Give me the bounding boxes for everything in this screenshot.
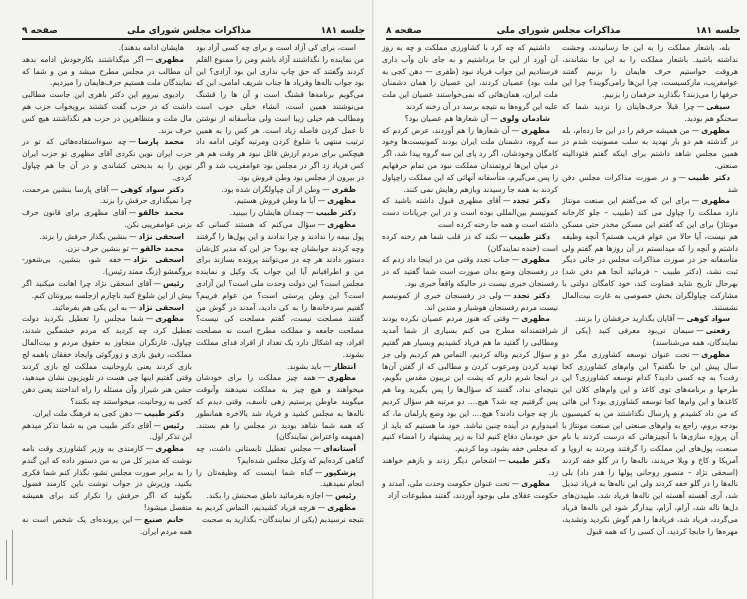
speaker-dash: — (145, 314, 154, 324)
transcript-paragraph (196, 207, 364, 219)
speaker-dash: — (123, 255, 132, 265)
speech-text: به این یکی هم بفرمائید. (52, 302, 127, 312)
speaker-dash: — (128, 137, 137, 147)
speaker-dash: — (695, 326, 704, 336)
transcript-paragraph (562, 313, 738, 325)
speech-text: سیمان تی‌بود معرفی کنید (یکی از نمایندگان، همه می‌شناسند) (562, 326, 738, 347)
speaker-dash: — (511, 479, 520, 489)
speaker-name: مظهری (521, 314, 550, 324)
speech-text: وقتی که هنوز مردم عصیان نکرده بودند شرافتمندانه مطرح می کنم بسیاری از شما آمدید ومطالبی را گفتید ما هم فریاد کشیدیم وبسیار هم گفتیم و سؤال کردیم وناله کردیم، التماس هم کردیم ولی جز تهدید کردن ومرعوب کردن و مطالبی که از گفتن آن‌ها در اینجا شرم دارم که پشت این تریبون مقدس بگویم، نتیجه‌ای نداد، گفتند که سؤال‌ها را پس بگیرید وما هم پس گرفتیم چه شد؟ هیچ.... دو مرتبه هم سؤال کردیم باز چه جواب دادند؟ هیچ.... این بود وضع پارلمان ما، که امیدوارم در آینده چنین نباشد. خود ما هستیم که باید از حق خودمان دفاع کنیم لذا به زیر پیشنهاد را امضاء کنیم که مجلس خفه بشود، وما کردیم. (382, 314, 558, 454)
speaker-name: اسحقی نژاد (133, 255, 184, 265)
speaker-dash: — (128, 208, 137, 218)
speech-text: ولی در رفسنجان خبری از کمونیسم نیست مردم رفسنجان هوشیار و متدین اند. (382, 290, 558, 312)
left-page (0, 0, 373, 599)
speech-text: مجلس تعطیل تابستانی داشت، چه گناهی کرده‌ایم که وکیل مجلس شده‌ایم؟ (196, 444, 364, 465)
transcript-paragraph (196, 467, 364, 491)
transcript-paragraph (196, 42, 364, 184)
speech-text: اگر میگذاشتند بکارخودش ادامه بدهد آن مطالب در مجلس مطرح میشد و من و شما که نمایندگان ملت هستیم حرف‌هایمان را میزدیم. (22, 54, 192, 88)
speaker-name: رئیس (162, 420, 184, 430)
speech-text: کارمندی به وزیر کشاورزی وقت نامه نوشت که مدیر کل من به من دستور داده که این گندم را به برابر صورت مجلس نشو، نگذار کنم شما فکری بکنید، وزیرش در جواب نوشت باین کارمند فضول بگوئید که اگر حرفش را تکرار کند برای همیشه منفصل میشود! (22, 444, 192, 513)
speech-text: گناه شما اینست که وظیفه‌تان را انجام نمیدهید. (196, 467, 364, 489)
transcript-paragraph (382, 478, 558, 502)
speaker-name: رئیس (162, 278, 184, 288)
speech-text: نکند که در قلب شما هم رخنه کرده است (خنده نمایندگان) (382, 231, 558, 253)
speech-text: هرچه فریاد کشیدیم، التماس کردیم به نتیجه نرسیدیم (یکی از نمایندگان– بگذارید به صحبت (196, 503, 364, 524)
speaker-name: مظهری (521, 125, 550, 135)
speech-text: آقای مظهری برای قانون حرف بزنی عوامفریبی نکن. (22, 208, 192, 229)
transcript-paragraph (562, 349, 738, 538)
publication-title: مذاکرات مجلس شورای ملی (496, 26, 621, 36)
speech-text: چه سوءاستفاده‌هائی که تو در حزب ایران نوین نکردی آقای مظهری تو حزب ایران نوین را به بدبختی کشاندی و در آن جا هم چپاول کردی. (22, 137, 192, 182)
speech-text: من همیشه حرفم را در این جا زده‌ام، بله در گذشته هم دو بار تهدید به سلب مصونیت شدم در همین مجلس شاهد داشتم برای اینکه گفتم فئودالیته صنعتی. (562, 125, 738, 170)
speaker-dash: — (678, 172, 686, 182)
speech-text: اجازه بفرمائید ناطق صحبتش را بکند. (206, 491, 324, 501)
transcript-paragraph (196, 195, 364, 207)
transcript-paragraph (196, 502, 364, 526)
transcript-paragraph (22, 408, 192, 420)
speaker-dash: — (511, 314, 520, 324)
transcript-paragraph (382, 290, 558, 314)
scan-mark (6, 540, 7, 580)
transcript-paragraph (196, 184, 364, 196)
speaker-dash: — (313, 444, 321, 454)
speaker-name: اسحقی نژاد (138, 302, 184, 312)
transcript-paragraph (22, 89, 192, 136)
transcript-paragraph (382, 231, 558, 255)
speaker-name: مظهری (701, 125, 730, 135)
speech-text: این پرونده‌ای یک شخص است نه همه مردم ایران. (22, 514, 192, 536)
text-column-left (22, 42, 192, 537)
speech-text: آقای مظهری قبول داشته باشید که کمونیسم بین‌المللی بوده است و در این جریانات دست داشته است و همه جا رخنه کرده است (382, 196, 558, 229)
transcript-paragraph (562, 125, 738, 172)
speaker-dash: — (490, 113, 498, 123)
speaker-name: دکتر طبیب (509, 231, 551, 241)
speech-text: رادیوی نیروم این دکتر باهری این جاست مطالبی داشت که در حزب گفت کشتند برویخواب حزب هم مال ملت و متظاهرین در حزب هم نگذاشتند هیچ کس حرف بزند. (22, 90, 192, 135)
speaker-dash: — (153, 420, 161, 430)
session-number: جلسه ۱۸۱ (695, 26, 740, 36)
speech-text: برای این که می‌گفتم این صنعت مونتاژ دارد مملکت را چپاول می کند (طبیب – جلو کارخانه مونتاژ) برای این که گفتم این مسکن مخدر حتی مسکن هم نیست، آیا حالا من عوام فریب هستم؟ آنچه وظیفه داشتم و آنچه را که میدانستم در آن روزها هم گفتم ولی متأسفانه جز در صورت مذاکرات مجلس در جائی دیگر ثبت نشد، (دکتر طبیب – فرمائید آنجا هم دفن شد) بهرحال تاریخ شاید قضاوت کند، خود کامگان دولتی با مشارکت چپاولگران بخش خصوصی به غارت بیت‌المال نشستند. (562, 196, 738, 312)
speaker-name: آستانه‌ای (322, 444, 356, 454)
page-number: صفحه ۸ (386, 26, 422, 36)
transcript-paragraph (382, 125, 558, 196)
speaker-dash: — (696, 101, 705, 111)
speaker-dash: — (153, 278, 161, 288)
transcript-paragraph (196, 443, 364, 467)
speaker-dash: — (499, 231, 508, 241)
speaker-dash: — (134, 408, 142, 418)
speaker-dash: — (322, 184, 330, 194)
speaker-dash: — (325, 491, 333, 501)
speaker-name: اسحقی نژاد (138, 231, 184, 241)
page-number: صفحه ۹ (22, 26, 58, 36)
speaker-name: دکتر طبیب (687, 172, 731, 182)
speech-text: باید بشوند. (286, 361, 322, 371)
speaker-name: محمد پارسا (138, 137, 184, 147)
speech-text: شما مجلس را تعطیل نکردید دولت تعطیل کرد، چه کردید که مردم خشمگین شدند، چپاول، غارتگران متجاوز به حقوق مردم و بیت‌المال مملکت، رفیق بازی و زورگوئی وایجاد خفقان باهمه لج بازی کردند یعنی باروحانیت مملکت لج بازی کردند وقتی گفتیم اینها چی هست در تلویزیون نشان میدهید، جشن هنر شیراز وآن مسئله را راه انداختند یعنی دهن کجی به روحانیت، میخواستند چه بکنند؟ (22, 314, 192, 406)
speech-text: داشتیم که چه کرد با کشاورزی مملکت و چه به روز آن آورد از این جا برداشتیم و به جای نان وآب داری فرستادیم این جواب فریاد نبود (ظفری — دهن کجی به ملت بود) عصیان کردند، این عصیان را همان دشمنان ملت ایران، همان‌هائی که نمی‌خواستند عصیان این ملت علیه این گروه‌ها به نتیجه برسد در آن رخنه کردند (382, 43, 558, 111)
transcript-paragraph (22, 313, 192, 407)
speech-text: خفه شو، بنشین، بی‌شعور- بروگمشو (زنگ ممتد رئیس). (22, 255, 192, 277)
speech-text: و در صورت مذاکرات مجلس دفن شد (562, 172, 738, 194)
speaker-name: دکتر طبیب (508, 455, 551, 465)
speaker-dash: — (110, 184, 119, 194)
speaker-dash: — (691, 125, 700, 135)
speaker-name: سواد کوهی (686, 314, 730, 324)
transcript-paragraph (382, 42, 558, 113)
speaker-name: مظهری (155, 314, 184, 324)
speaker-dash: — (511, 255, 520, 265)
text-column-left (382, 42, 558, 502)
transcript-paragraph (562, 325, 738, 349)
speech-text: هایشان ادامه بدهند). (118, 43, 184, 52)
speaker-name: مظهری (327, 503, 356, 513)
speaker-name: رفعتی (705, 326, 730, 336)
speaker-name: دکتر تجدد (513, 290, 550, 300)
speech-text: بنشین بگذار حرفش را بزند. (39, 231, 127, 241)
speech-text: بله، باشعار مملکت را به این جا رسانیدند، وحشت نداشته باشید. باشعار مملکت را به این جا نشاندند، هروقت خواستیم حرف هایمان را بزنیم گفتند عوامفریب، مارکسیست، چرا این‌ها رامی‌گویند؟ چرا این حرفها را می‌زنند؟ بگذارید حرفمان را بزنیم. (562, 43, 738, 100)
speaker-dash: — (128, 231, 137, 241)
speaker-name: مظهری (701, 196, 730, 206)
transcript-paragraph (562, 101, 738, 125)
page-header (22, 20, 365, 40)
transcript-paragraph (562, 172, 738, 196)
transcript-paragraph (196, 490, 364, 502)
speaker-name: رئیس (334, 491, 356, 501)
transcript-paragraph (22, 207, 192, 231)
transcript-paragraph (22, 278, 192, 302)
speaker-dash: — (314, 467, 323, 477)
speaker-name: مظهری (155, 444, 184, 454)
transcript-paragraph (382, 254, 558, 289)
speaker-name: سیفی (706, 101, 730, 111)
speech-text: آقای اسحقی نژاد چرا اهانت میکنید اگر بیش از این شلوغ کنید ناچارم ازجلسه بیرونتان کنم. (22, 278, 192, 300)
speaker-dash: — (498, 455, 507, 465)
transcript-paragraph (382, 455, 558, 479)
speaker-dash: — (134, 514, 142, 524)
speaker-dash: — (145, 54, 154, 64)
speech-text: است، برای کی آزاد است و برای چه کسی آزاد بود من نماینده را نگذاشتند آزاد باشم ومن را ممنوع القلم کردند وگفتند که حق چاپ نداری این بود آزادی؟ این بود جواب ناله‌ها وفریاد ها جناب شریف امامی، این که می‌گویم برنامه‌ها قشنگ است و آن ها را قشنگ می‌نوشتند همین است، انشاء خیلی خوب است ومطالب هم خیلی زیبا است ولی متأسفانه از نوشتن تا عمل کردن فاصله زیاد است. هر کس را به همین ترتیب منتهی با شلوغ کردن ومرتبه گوئی ادامه داد هیچکس برای مردم ارزش قائل نبود هر وقت هم هر کس فریاد زد اگر در مجلس بود عوامفریب شد و اگر در بیرون از مجلس بود وطن فروش بود. (196, 43, 364, 182)
speech-text: وطن از آن چپاولگران شده بود. (221, 184, 321, 194)
speech-text: جناب تجدد وقتی من در اینجا داد زدم که در رفسنجان وضع بدان صورت است شما گفتید که در رفسنجان خبری نیست در حالیکه واقعاً خبری بود. (382, 255, 558, 288)
speaker-dash: — (691, 349, 700, 359)
session-number: جلسه ۱۸۱ (320, 26, 365, 36)
speaker-dash: — (502, 196, 511, 206)
transcript-paragraph (562, 195, 738, 313)
transcript-paragraph (22, 184, 192, 208)
speaker-name: دکتر طبیب (315, 208, 356, 218)
transcript-paragraph (22, 243, 192, 255)
transcript-paragraph (22, 514, 192, 538)
speaker-dash: — (130, 243, 139, 253)
transcript-paragraph (382, 313, 558, 455)
speech-text: سؤال می‌کنم که هستند کسانی که پول بیمه را ندادند و چرا ندادند و این پول‌ها را گرفتند وچه کردند جوابشان چه بود؟ جز این که مدیر کل‌شان دستور دادند هر چه در می‌توانند پرونده بسازند برای من و اطرافیانم آیا این جواب یک وکیل و نماینده مجلس است؟ این دولت وحدت ملی است؟ این آزادی است؟ این وطن پرستی است؟ من عوام فریبم؟ گفتیم سردخانه‌ها را به کی دادید، آمدند در گوش من گفتند مصلحت نیست، گفتم مصلحت کی نیست؟ مصلحت جامعه و مملکت مطرح است نه مصلحت افراد، چه اشکال دارد یک تعداد از افراد فدای مملکت بشوند. (196, 219, 364, 359)
speech-text: تو بنشین حرف نزن. (65, 243, 129, 253)
speaker-dash: — (691, 196, 700, 206)
speaker-dash: — (306, 208, 314, 218)
speaker-name: محمد خالقو (140, 243, 184, 253)
right-page (374, 0, 747, 599)
speaker-name: دکتر تجدد (512, 196, 550, 206)
speech-text: همه چیز مملکت را برای خودشان میخواهند و هیچ چیز به مملکت نمیدهند وآنوقت میگویند ماوطن پرستیم زهی تأسف، وقتی دیدم که ناله‌ها به مجلس کشید و فریاد شد بالاخره همانطور که همه شما شاهد بودید در مجلس را هم بستند. (همهمه واعتراض نمایندگان) (196, 373, 364, 442)
speech-text: چمدان هایشان را ببینید. (229, 208, 305, 218)
speech-text: تحت عنوان حکومت وحدت ملی، آمدند و حکومت عقلای ملی بوجود آوردند، گفتند مطبوعات آزاد (382, 479, 558, 501)
speaker-name: محمد خالقو (138, 208, 184, 218)
transcript-paragraph (382, 113, 558, 125)
speaker-name: مظهری (701, 349, 730, 359)
speaker-name: شادمان ولوی (499, 113, 550, 123)
speech-text: آن شعارها را هم آوردند، عرض کردم که سه گروه، دشمنان ملت ایران بودند کمونیست‌ها وخود کامگان وخودشان، اگر رد پای این سه گروه پیدا شد، اگر در میان این‌ها ثروتمندان مملکت نبود من تمام حرفهایم را پس می‌گیرم، متأسفانه آنهائی که این مملکت راچپاول کردند به همه جا رسیدند وبازهم رهایش نمی کنند. (382, 125, 558, 194)
transcript-paragraph (22, 302, 192, 314)
speaker-name: انتظار (332, 361, 356, 371)
speaker-dash: — (503, 290, 512, 300)
speaker-dash: — (676, 314, 685, 324)
transcript-paragraph (22, 420, 192, 444)
transcript-paragraph (196, 219, 364, 361)
speaker-dash: — (317, 503, 326, 513)
speaker-dash: — (317, 373, 326, 383)
speaker-name: ظفری (331, 184, 356, 194)
scan-mark (12, 530, 13, 585)
speaker-name: دکتر طبیب (143, 408, 184, 418)
publication-title: مذاکرات مجلس شورای ملی (127, 26, 252, 36)
transcript-paragraph (562, 42, 738, 101)
speaker-dash: — (145, 444, 154, 454)
speaker-name: مظهری (327, 219, 356, 229)
transcript-paragraph (22, 136, 192, 183)
transcript-paragraph (22, 231, 192, 243)
speech-text: دهن کجی به فرهنگ ملت ایران. (32, 408, 133, 418)
speaker-name: خانم صنیع (143, 514, 184, 524)
speech-text: آیا ما وطن فروش هستیم. (233, 196, 316, 206)
speaker-dash: — (511, 125, 520, 135)
speaker-name: پزشکپور (324, 467, 356, 477)
transcript-paragraph (22, 54, 192, 89)
speech-text: تحت عنوان توسعه کشاورزی مگر دو سال پیش این جا نگفتم؟ این وام‌های کشاورزی کجا رفت؟ به چه کسی دادید؟ کدام توسعه کشاورزی؟ این طرحها و برنامه‌های توی کاغذ و این وام‌های کلان این کاغذها و این وام‌ها کجا توسعه کشاورزی بود؟ این هائی که من داد کشیدم و پارسال نگذاشتند من به کمیسیون بودجه بروم، راجع به وام‌های صنعتی این صنعت مونتاژ با آن پروژه سازی‌ها با آنچیزهائی که درست کردند با نام صنعت، پول‌های این مملکت را گرفتند وبردند به اروپا و آمریکا و کاخ و ویلا خریدند، ناله‌ها را در گلو خفه کردند (اسحقی نژاد – منصور روحانی پولها را هدر داد) بلی ناله‌ها را در گلو خفه کردند ولی این ناله‌ها به فریاد تبدیل شد، آری آهسته آهسته این ناله‌ها فریاد شد، طپیدن‌های دل‌ها ناله شد، آرام، آرام، بیدارگر شود این ناله‌ها فریاد می‌گردد، فریاد شد، فریادها را هم گوش نکردید وتشدید، مهره‌ها را جابجا کردید، آن کسی را که همه قبول (562, 349, 738, 536)
speaker-dash: — (128, 302, 137, 312)
speaker-name: مظهری (521, 255, 550, 265)
speech-text: آن شعارها هم عصیان بود؟ (404, 113, 489, 123)
transcript-paragraph (22, 42, 192, 54)
speaker-dash: — (317, 196, 326, 206)
speech-text: چرا قبلاً حرف‌هایتان را نزدید شما که سخنگو هم بودید. (562, 101, 738, 123)
speaker-name: مظهری (327, 373, 356, 383)
text-column-right (196, 42, 364, 526)
speaker-name: مظهری (521, 479, 550, 489)
speaker-dash: — (317, 219, 326, 229)
speaker-name: مظهری (327, 196, 356, 206)
transcript-paragraph (22, 254, 192, 278)
transcript-paragraph (382, 195, 558, 230)
transcript-paragraph (196, 361, 364, 373)
transcript-paragraph (196, 372, 364, 443)
speaker-name: مظهری (155, 54, 184, 64)
speech-text: آقای دکتر طبیب من به شما تذکر میدهم این تذکر اول. (22, 420, 192, 442)
speech-text: آقایان بگذارید حرفشان را بزنند. (574, 314, 675, 324)
speech-text: آقای پارسا بنشین مرحمت، چرا نمیگذاری حرفش را بزند. (22, 184, 192, 206)
transcript-paragraph (22, 443, 192, 514)
text-column-right (562, 42, 738, 537)
page-header (386, 20, 740, 40)
speech-text: اشخاص دیگر زدند و بازهم خواهند زد. (382, 455, 558, 477)
speaker-name: دکتر سواد کوهی (120, 184, 185, 194)
speaker-dash: — (323, 361, 331, 371)
